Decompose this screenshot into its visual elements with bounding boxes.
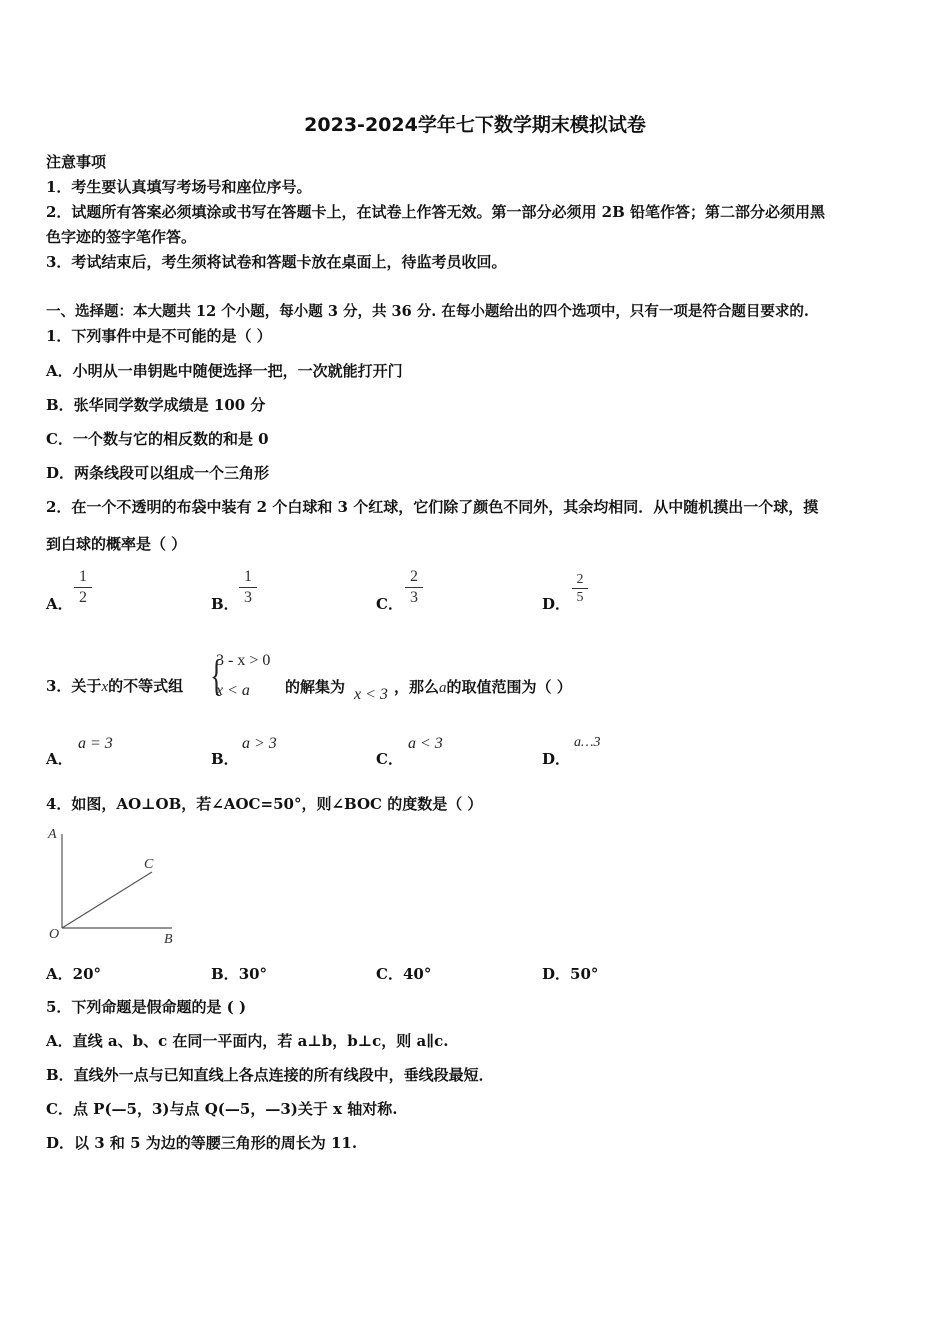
question-4-option-d [542,963,598,984]
question-1-option-b: B．张华同学数学成绩是 100 分 [46,396,266,414]
fraction-numerator: 1 [79,568,87,585]
notice-heading: 注意事项 [46,153,107,171]
question-4-option-a [46,963,101,984]
question-1-option-d: D．两条线段可以组成一个三角形 [46,464,270,482]
option-label: A． [46,965,73,983]
variable-a: a [439,680,447,696]
question-3-stem-tail [394,676,572,697]
question-4-option-b [211,963,267,984]
fraction-numerator: 1 [244,568,252,585]
question-1-option-c: C．一个数与它的相反数的和是 0 [46,430,269,448]
option-value: 30° [238,965,268,983]
angle-figure [44,822,184,947]
question-2-stem: 到白球的概率是（ ） [46,535,187,553]
question-1-option-a: A．小明从一串钥匙中随便选择一把，一次就能打开门 [46,362,403,380]
question-3-stem [46,676,183,697]
fraction-numerator: 2 [410,568,418,585]
point-label-o: O [49,927,60,942]
question-4-stem: 4．如图，AO⊥OB，若∠AOC=50°，则∠BOC 的度数是（ ） [46,795,483,813]
stem-text: 3．关于 [46,677,102,695]
fraction-denominator: 5 [576,590,584,605]
notice-item: 2．试题所有答案必须填涂或书写在答题卡上，在试卷上作答无效。第一部分必须用 2B 铅笔作答；第二部分必须用黑 [46,203,826,221]
question-2-option-a-label: A． [46,595,73,613]
question-2-option-b-fraction [239,568,257,607]
ray-oc [62,872,152,928]
section-heading: 一、选择题：本大题共 12 个小题，每小题 3 分，共 36 分. 在每小题给出的四个选项中，只有一项是符合题目要求的. [46,303,809,320]
stem-text: 的解集为 [285,678,346,696]
question-5-option-d: D．以 3 和 5 为边的等腰三角形的周长为 11. [46,1134,358,1152]
system-line-1: 3 - x > 0 [216,652,271,669]
notice-item: 色字迹的签字笔作答。 [46,228,197,246]
page-title: 2023-2024学年七下数学期末模拟试卷 [304,114,646,136]
question-2-option-d-fraction [572,572,588,605]
notice-item: 3．考试结束后，考生须将试卷和答题卡放在桌面上，待监考员收回。 [46,253,507,271]
stem-text: 的取值范围为（ ） [446,678,572,696]
question-4-option-c [376,963,431,984]
question-2-option-b-label: B． [211,595,239,613]
fraction-denominator: 2 [79,589,87,606]
question-2-option-c-fraction [405,568,423,607]
question-3-option-c: a < 3 [408,735,443,752]
question-3-option-a: a = 3 [78,735,113,752]
point-label-c: C [144,857,154,872]
option-value: 20° [72,965,102,983]
question-1-stem: 1．下列事件中是不可能的是（ ） [46,327,272,345]
question-5-option-a: A．直线 a、b、c 在同一平面内，若 a⊥b，b⊥c，则 a∥c. [46,1032,449,1050]
question-2-option-d-label: D． [542,595,571,613]
question-5-option-b: B．直线外一点与已知直线上各点连接的所有线段中，垂线段最短． [46,1066,494,1084]
option-label: B． [211,965,239,983]
question-3-option-c-label: C． [376,750,403,768]
option-value: 40° [402,965,432,983]
system-brace: { [210,651,223,700]
solution-set: x < 3 [354,686,388,703]
system-line-2: x < a [216,682,250,699]
notice-item: 1．考生要认真填写考场号和座位序号。 [46,178,312,196]
question-2-option-c-label: C． [376,595,403,613]
stem-text: 的不等式组 [108,677,184,695]
question-5-stem: 5．下列命题是假命题的是 ( ) [46,998,247,1016]
option-label: D． [542,965,571,983]
question-3-option-d: a…3 [574,735,601,750]
question-2-option-a-fraction [74,568,92,607]
question-2-stem: 2．在一个不透明的布袋中装有 2 个白球和 3 个红球，它们除了颜色不同外，其余均相同．从中随机摸出一个球，摸 [46,498,819,516]
question-3-option-b: a > 3 [242,735,277,752]
option-value: 50° [570,965,599,983]
option-label: C． [376,965,403,983]
fraction-denominator: 3 [410,589,418,606]
fraction-numerator: 2 [576,572,584,587]
stem-text: ，那么 [394,678,440,696]
question-3-option-d-label: D． [542,750,571,768]
point-label-b: B [164,932,173,947]
fraction-denominator: 3 [244,589,252,606]
point-label-a: A [48,827,57,842]
question-3-option-a-label: A． [46,750,73,768]
question-5-option-c: C．点 P(—5，3)与点 Q(—5，—3)关于 x 轴对称. [46,1100,398,1118]
variable-x: x [101,679,109,695]
question-3-option-b-label: B． [211,750,239,768]
